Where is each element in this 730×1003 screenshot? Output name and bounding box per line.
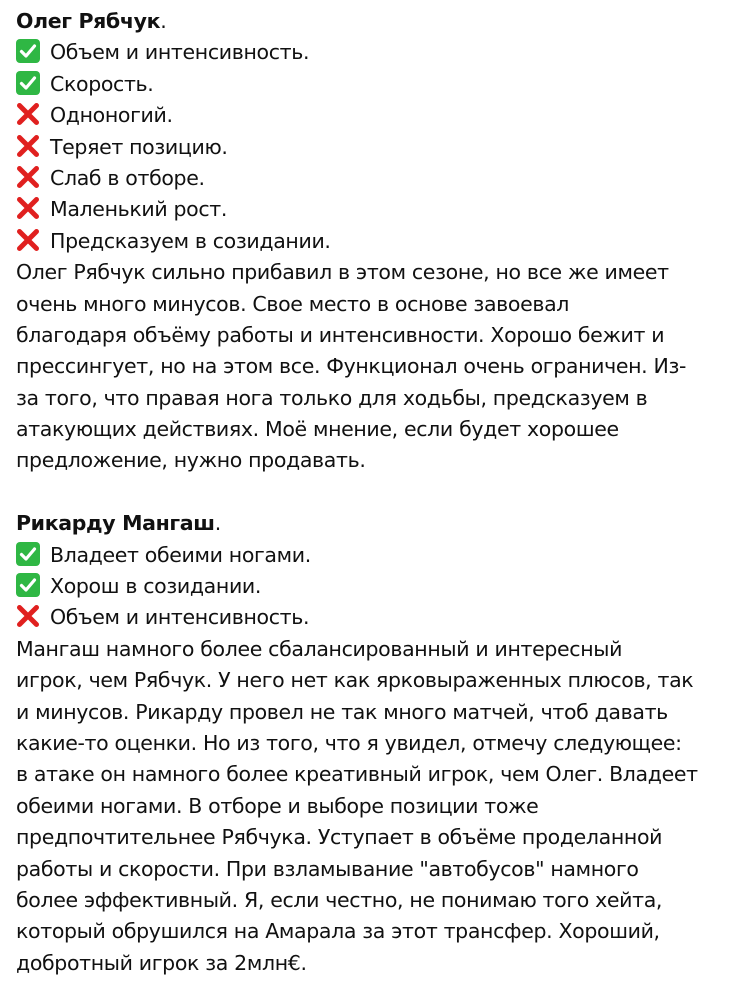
pro-item-text: Скорость. — [50, 71, 154, 96]
paragraph-line: за того, что правая нога только для ходьбы, предсказуем в — [16, 385, 648, 410]
player-name: Рикарду Мангаш — [16, 511, 215, 536]
paragraph-line: добротный игрок за 2млн€. — [16, 950, 307, 975]
cross-mark-icon — [16, 228, 40, 252]
con-item-text: Слаб в отборе. — [50, 165, 205, 190]
player-paragraph — [16, 634, 730, 979]
paragraph-line: игрок, чем Рябчук. У него нет как ярковыраженных плюсов, так — [16, 668, 694, 693]
paragraph-line: благодаря объёму работы и интенсивности. Хорошо бежит и — [16, 322, 665, 347]
con-item — [16, 163, 730, 194]
player-paragraph — [16, 257, 730, 477]
check-mark-icon — [16, 573, 40, 597]
player-section-mangas — [16, 508, 730, 979]
check-mark-icon — [16, 542, 40, 566]
pro-item-text: Владеет обеими ногами. — [50, 542, 311, 567]
paragraph-line: работы и скорости. При взламывание "автобусов" намного — [16, 856, 639, 881]
con-item — [16, 194, 730, 225]
player-heading — [16, 6, 730, 37]
pro-item — [16, 37, 730, 68]
paragraph-line: более эффективный. Я, если честно, не понимаю того хейта, — [16, 887, 663, 912]
cross-mark-icon — [16, 165, 40, 189]
paragraph-line: какие-то оценки. Но из того, что я увидел, отмечу следующее: — [16, 730, 682, 755]
cross-mark-icon — [16, 134, 40, 158]
con-item-text: Теряет позицию. — [50, 134, 228, 159]
paragraph-line: очень много минусов. Свое место в основе завоевал — [16, 291, 570, 316]
check-mark-icon — [16, 71, 40, 95]
pro-item — [16, 571, 730, 602]
pro-item-text: Хорош в созидании. — [50, 574, 262, 599]
con-item-text: Предсказуем в созидании. — [50, 228, 331, 253]
section-spacer — [16, 477, 730, 508]
paragraph-line: который обрушился на Амарала за этот трансфер. Хороший, — [16, 919, 660, 944]
con-item — [16, 132, 730, 163]
paragraph-line: Мангаш намного более сбалансированный и интересный — [16, 636, 623, 661]
paragraph-line: прессингует, но на этом все. Функционал очень ограничен. Из- — [16, 354, 687, 379]
paragraph-line: обеими ногами. В отборе и выборе позиции тоже — [16, 793, 539, 818]
con-item-text: Маленький рост. — [50, 197, 228, 222]
player-section-ryabchuk — [16, 6, 730, 477]
cross-mark-icon — [16, 196, 40, 220]
cross-mark-icon — [16, 102, 40, 126]
paragraph-line: в атаке он намного более креативный игрок, чем Олег. Владеет — [16, 762, 698, 787]
player-name-suffix: . — [214, 511, 221, 536]
con-item-text: Объем и интенсивность. — [50, 605, 310, 630]
paragraph-line: и минусов. Рикарду провел не так много матчей, чтоб давать — [16, 699, 668, 724]
check-mark-icon — [16, 39, 40, 63]
con-item — [16, 226, 730, 257]
player-heading — [16, 508, 730, 539]
paragraph-line: Олег Рябчук сильно прибавил в этом сезоне, но все же имеет — [16, 260, 669, 285]
paragraph-line: атакующих действиях. Моё мнение, если будет хорошее — [16, 417, 619, 442]
pro-item-text: Объем и интенсивность. — [50, 40, 310, 65]
con-item-text: Одноногий. — [50, 103, 173, 128]
player-name-suffix: . — [160, 9, 167, 33]
player-name: Олег Рябчук — [16, 9, 161, 33]
pro-item — [16, 69, 730, 100]
paragraph-line: предложение, нужно продавать. — [16, 448, 366, 473]
con-item — [16, 100, 730, 131]
cross-mark-icon — [16, 604, 40, 628]
pro-item — [16, 540, 730, 571]
con-item — [16, 602, 730, 633]
paragraph-line: предпочтительнее Рябчука. Уступает в объёме проделанной — [16, 825, 663, 850]
